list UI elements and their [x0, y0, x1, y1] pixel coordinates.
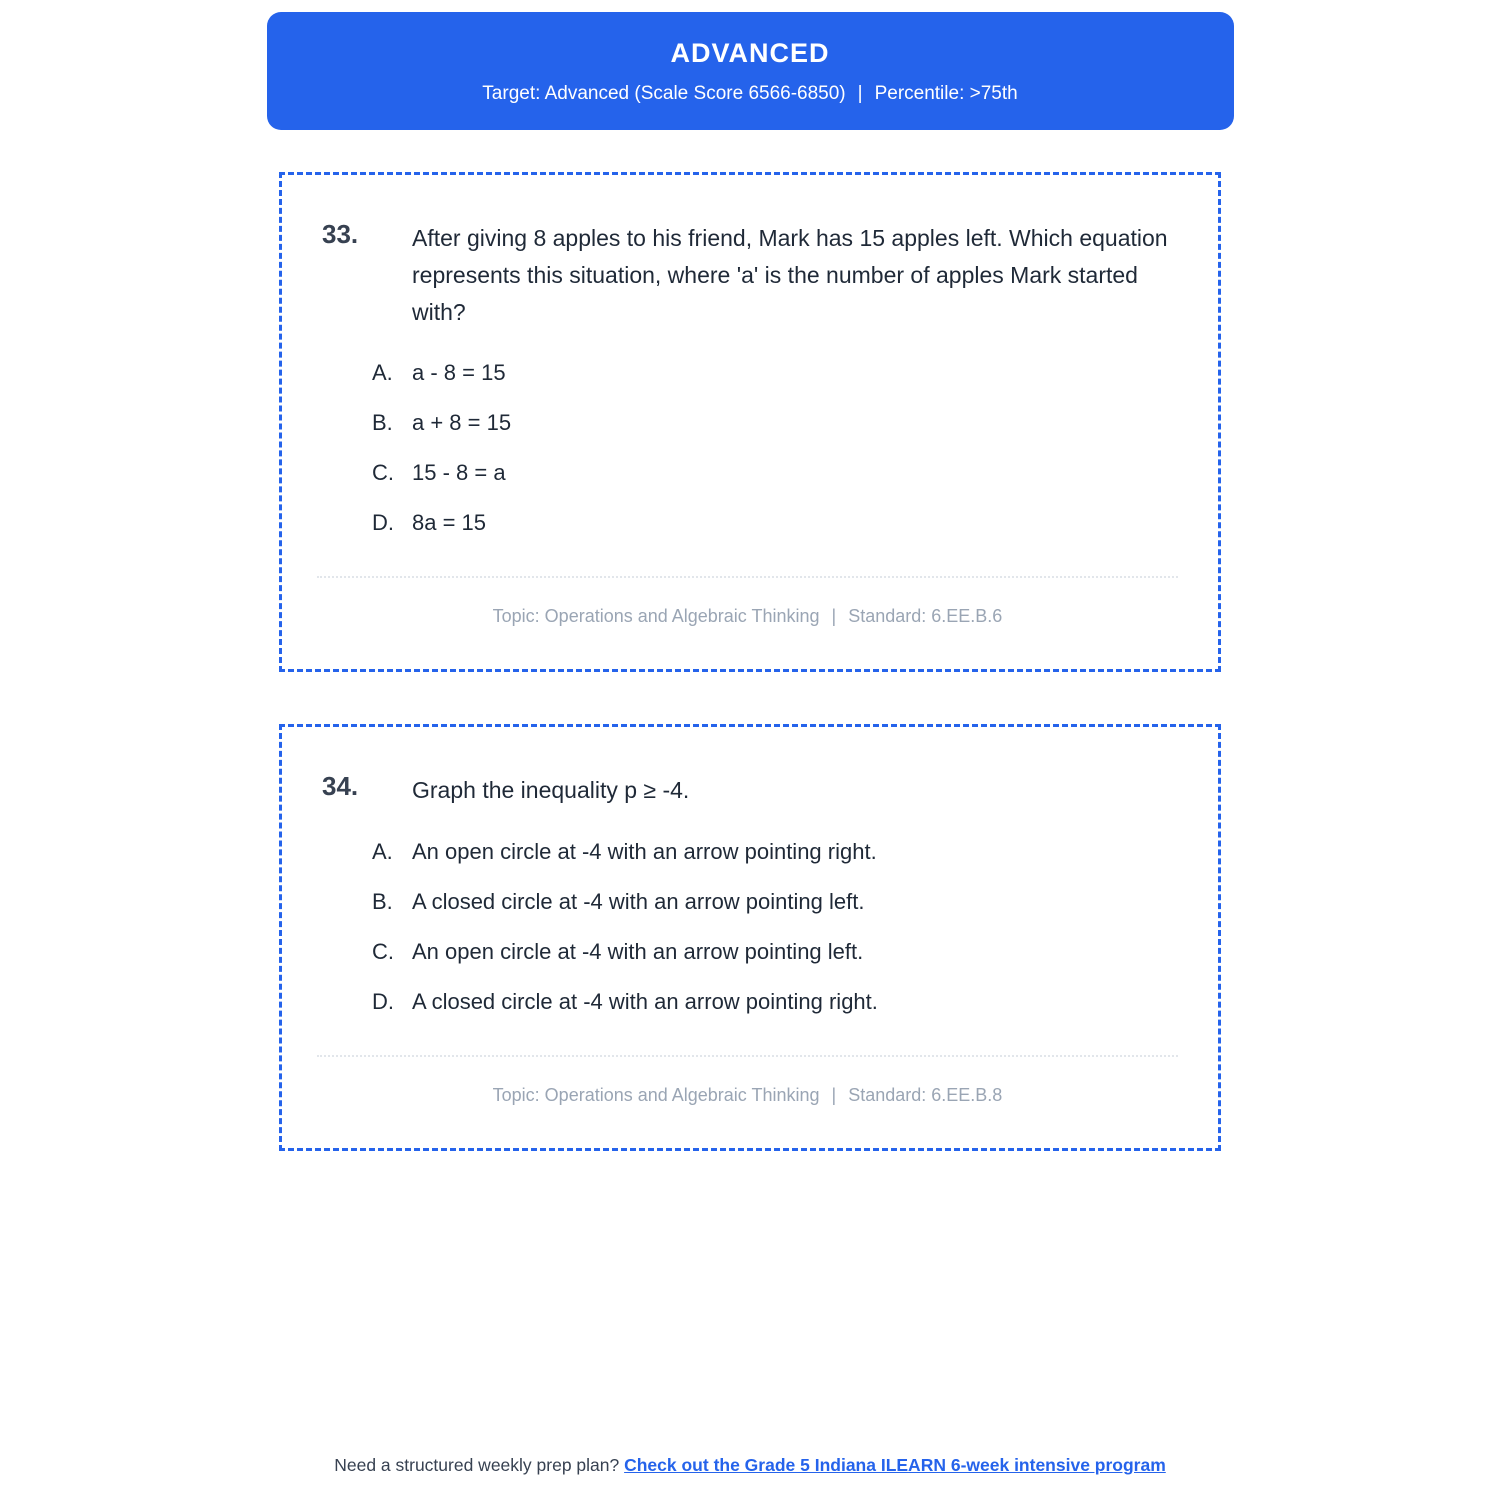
question-text: Graph the inequality p ≥ -4. — [412, 777, 690, 804]
option-letter: A. — [372, 839, 393, 865]
option-letter: D. — [372, 989, 394, 1015]
option-b — [372, 889, 1173, 915]
option-d — [372, 989, 1173, 1015]
banner-divider: | — [857, 83, 863, 104]
question-text: After giving 8 apples to his friend, Mark has 15 apples left. Which equation represents this situation, where 'a' is the number of apples Mark started with? — [412, 225, 1168, 325]
question-row — [322, 219, 1173, 330]
topic-divider: | — [831, 1085, 837, 1106]
option-b — [372, 410, 1173, 436]
question-card-34 — [279, 724, 1221, 1151]
topic-text: Topic: Operations and Algebraic Thinking — [492, 606, 820, 627]
dotted-divider — [317, 576, 1178, 578]
options-list — [372, 360, 1173, 536]
option-letter: C. — [372, 939, 394, 965]
topic-standard-line — [322, 1085, 1173, 1106]
banner-subtitle — [267, 83, 1234, 105]
topic-divider: | — [831, 606, 837, 627]
option-letter: D. — [372, 510, 394, 536]
dotted-divider — [317, 1055, 1178, 1057]
banner-percentile-text: Percentile: >75th — [874, 83, 1018, 104]
option-text: A closed circle at -4 with an arrow pointing left. — [412, 889, 865, 915]
option-letter: B. — [372, 410, 393, 436]
banner-target-text: Target: Advanced (Scale Score 6566-6850) — [482, 83, 846, 104]
level-banner — [267, 12, 1234, 130]
question-card-33 — [279, 172, 1221, 672]
page-footer — [0, 1455, 1500, 1476]
option-letter: A. — [372, 360, 393, 386]
option-letter: C. — [372, 460, 394, 486]
option-text: An open circle at -4 with an arrow pointing right. — [412, 839, 877, 865]
option-text: A closed circle at -4 with an arrow pointing right. — [412, 989, 878, 1015]
option-c — [372, 939, 1173, 965]
question-row — [322, 771, 1173, 809]
standard-text: Standard: 6.EE.B.6 — [848, 606, 1003, 627]
standard-text: Standard: 6.EE.B.8 — [848, 1085, 1003, 1106]
option-a — [372, 839, 1173, 865]
footer-prompt: Need a structured weekly prep plan? — [334, 1455, 625, 1475]
question-number: 33. — [322, 219, 359, 249]
options-list — [372, 839, 1173, 1015]
option-text: a + 8 = 15 — [412, 410, 512, 436]
option-d — [372, 510, 1173, 536]
banner-title: ADVANCED — [670, 38, 830, 68]
option-letter: B. — [372, 889, 393, 915]
topic-standard-line — [322, 606, 1173, 627]
option-c — [372, 460, 1173, 486]
question-number: 34. — [322, 771, 359, 802]
topic-text: Topic: Operations and Algebraic Thinking — [492, 1085, 820, 1106]
option-text: An open circle at -4 with an arrow pointing left. — [412, 939, 864, 965]
option-a — [372, 360, 1173, 386]
option-text: 8a = 15 — [412, 510, 487, 536]
option-text: 15 - 8 = a — [412, 460, 506, 486]
option-text: a - 8 = 15 — [412, 360, 506, 386]
program-link[interactable]: Check out the Grade 5 Indiana ILEARN 6-week intensive program — [624, 1455, 1166, 1475]
